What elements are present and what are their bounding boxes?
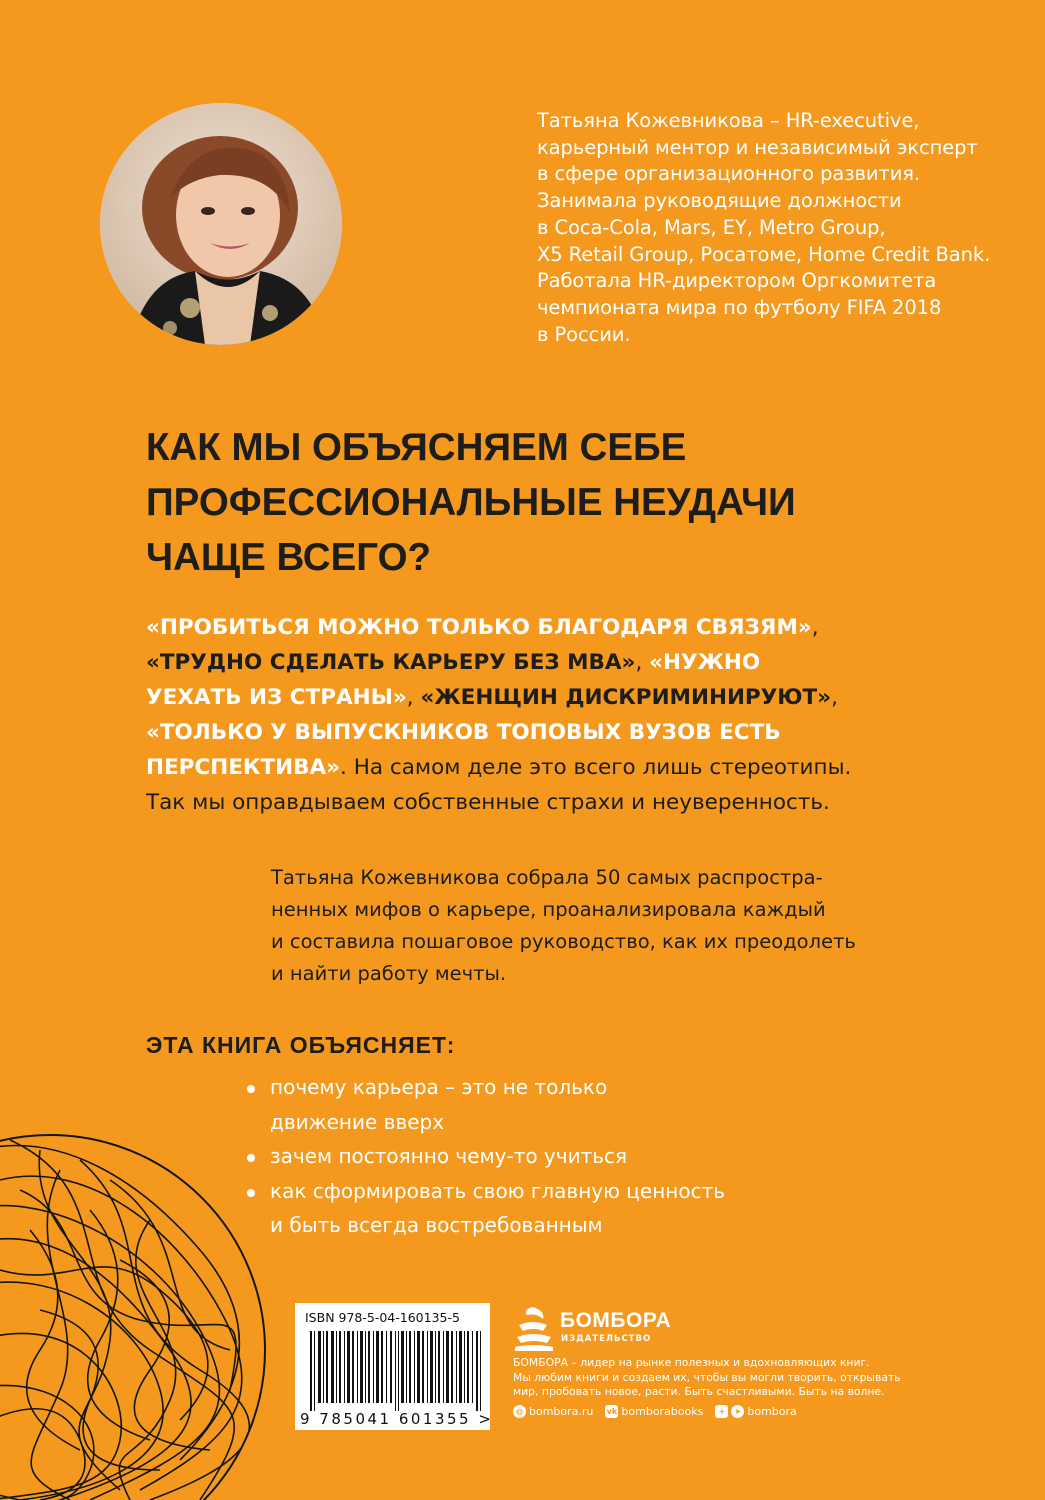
plus-icon: +	[715, 1405, 728, 1418]
quote-connections: «ПРОБИТЬСЯ МОЖНО ТОЛЬКО БЛАГОДАРЯ СВЯЗЯМ»	[146, 615, 812, 640]
headline-line: ПРОФЕССИОНАЛЬНЫЕ НЕУДАЧИ	[146, 481, 796, 524]
social-other-label: bombora	[747, 1405, 797, 1418]
book-description	[271, 862, 856, 990]
list-item-text: зачем постоянно чему-то учиться	[270, 1144, 628, 1168]
bio-line: чемпионата мира по футболу FIFA 2018	[537, 295, 942, 319]
list-item-text: как сформировать свою главную ценность	[270, 1178, 726, 1203]
myth-quotes	[146, 610, 851, 820]
quote-tail: Так мы оправдываем собственные страхи и неуверенность.	[146, 790, 830, 815]
social-site-label: bombora.ru	[529, 1405, 594, 1418]
social-vk[interactable]	[605, 1405, 703, 1418]
headline-line: КАК МЫ ОБЪЯСНЯЕМ СЕБЕ	[146, 426, 687, 469]
quote-universities-start: «ТОЛЬКО У ВЫПУСКНИКОВ ТОПОВЫХ ВУЗОВ ЕСТЬ	[146, 720, 781, 745]
quote-sep: ,	[811, 615, 819, 640]
quote-line	[146, 645, 851, 680]
publisher-name: БОМБОРА	[560, 1309, 672, 1332]
quote-tail: . На самом деле это всего лишь стереотипы.	[340, 755, 852, 780]
quote-line	[146, 750, 851, 785]
barcode-icon	[310, 1331, 485, 1411]
bio-line: X5 Retail Group, Росатоме, Home Credit Bank.	[537, 242, 991, 266]
tagline-line: БОМБОРА – лидер на рынке полезных и вдохновляющих книг.	[513, 1356, 870, 1369]
list-item-text: движение вверх	[270, 1109, 445, 1134]
bio-line: Татьяна Кожевникова – HR-executive,	[537, 109, 920, 132]
vk-icon: vk	[606, 1407, 618, 1416]
author-portrait	[100, 103, 342, 345]
quote-line	[146, 715, 851, 750]
bio-line: карьерный ментор и независимый эксперт	[537, 135, 978, 159]
telegram-icon: ➤	[731, 1405, 744, 1418]
bio-line: Работала HR-директором Оргкомитета	[537, 269, 937, 293]
publisher-tagline	[513, 1356, 901, 1400]
description-line: Татьяна Кожевникова собрала 50 самых распростра-	[271, 866, 823, 889]
list-item	[245, 1174, 725, 1243]
social-links	[513, 1405, 809, 1418]
bio-line: в Coca-Cola, Mars, EY, Metro Group,	[537, 215, 886, 239]
social-site[interactable]	[513, 1405, 593, 1418]
social-other[interactable]	[715, 1405, 796, 1418]
headline-line: ЧАЩЕ ВСЕГО?	[146, 536, 432, 579]
bio-line: Занимала руководящие должности	[537, 189, 902, 213]
globe-icon: ◍	[513, 1405, 526, 1418]
description-line: и найти работу мечты.	[271, 962, 507, 985]
tagline-line: мир, пробовать новое, расти. Быть счастливыми. Быть на волне.	[513, 1385, 885, 1398]
quote-sep: ,	[831, 685, 838, 710]
quote-sep: ,	[406, 685, 421, 710]
social-vk-label: bomborabooks	[621, 1405, 704, 1418]
quote-line	[146, 785, 851, 820]
list-item	[245, 1070, 725, 1139]
explains-list	[245, 1070, 725, 1243]
bio-line: в сфере организационного развития.	[537, 162, 921, 186]
author-bio	[537, 108, 1007, 348]
list-item-text: почему карьера – это не только	[270, 1075, 608, 1099]
quote-line	[146, 610, 851, 645]
explains-title: ЭТА КНИГА ОБЪЯСНЯЕТ:	[146, 1032, 456, 1058]
quote-leave-end: УЕХАТЬ ИЗ СТРАНЫ»	[146, 685, 407, 710]
list-item-text: и быть всегда востребованным	[270, 1213, 603, 1237]
barcode-digits: 9 785041 601355 >	[300, 1410, 494, 1428]
description-line: ненных мифов о карьере, проанализировала каждый	[271, 898, 826, 921]
list-item	[245, 1139, 725, 1174]
quote-women: «ЖЕНЩИН ДИСКРИМИНИРУЮТ»	[420, 685, 832, 710]
publisher-subtitle: ИЗДАТЕЛЬСТВО	[561, 1334, 652, 1344]
scribble-sphere-icon	[0, 1090, 280, 1500]
isbn-number: ISBN 978-5-04-160135-5	[305, 1310, 460, 1325]
description-line: и составила пошаговое руководство, как их преодолеть	[271, 930, 856, 953]
quote-line	[146, 680, 851, 715]
quote-sep: ,	[635, 650, 650, 675]
quote-universities-end: ПЕРСПЕКТИВА»	[146, 755, 341, 780]
author-photo-icon	[100, 103, 342, 345]
quote-mba: «ТРУДНО СДЕЛАТЬ КАРЬЕРУ БЕЗ МВА»	[146, 650, 636, 675]
tagline-line: Мы любим книги и создаем их, чтобы вы могли творить, открывать	[513, 1370, 901, 1384]
bombora-logo-icon	[513, 1303, 555, 1351]
quote-leave-start: «НУЖНО	[649, 650, 761, 675]
bio-line: в России.	[537, 322, 631, 346]
headline	[146, 420, 796, 585]
